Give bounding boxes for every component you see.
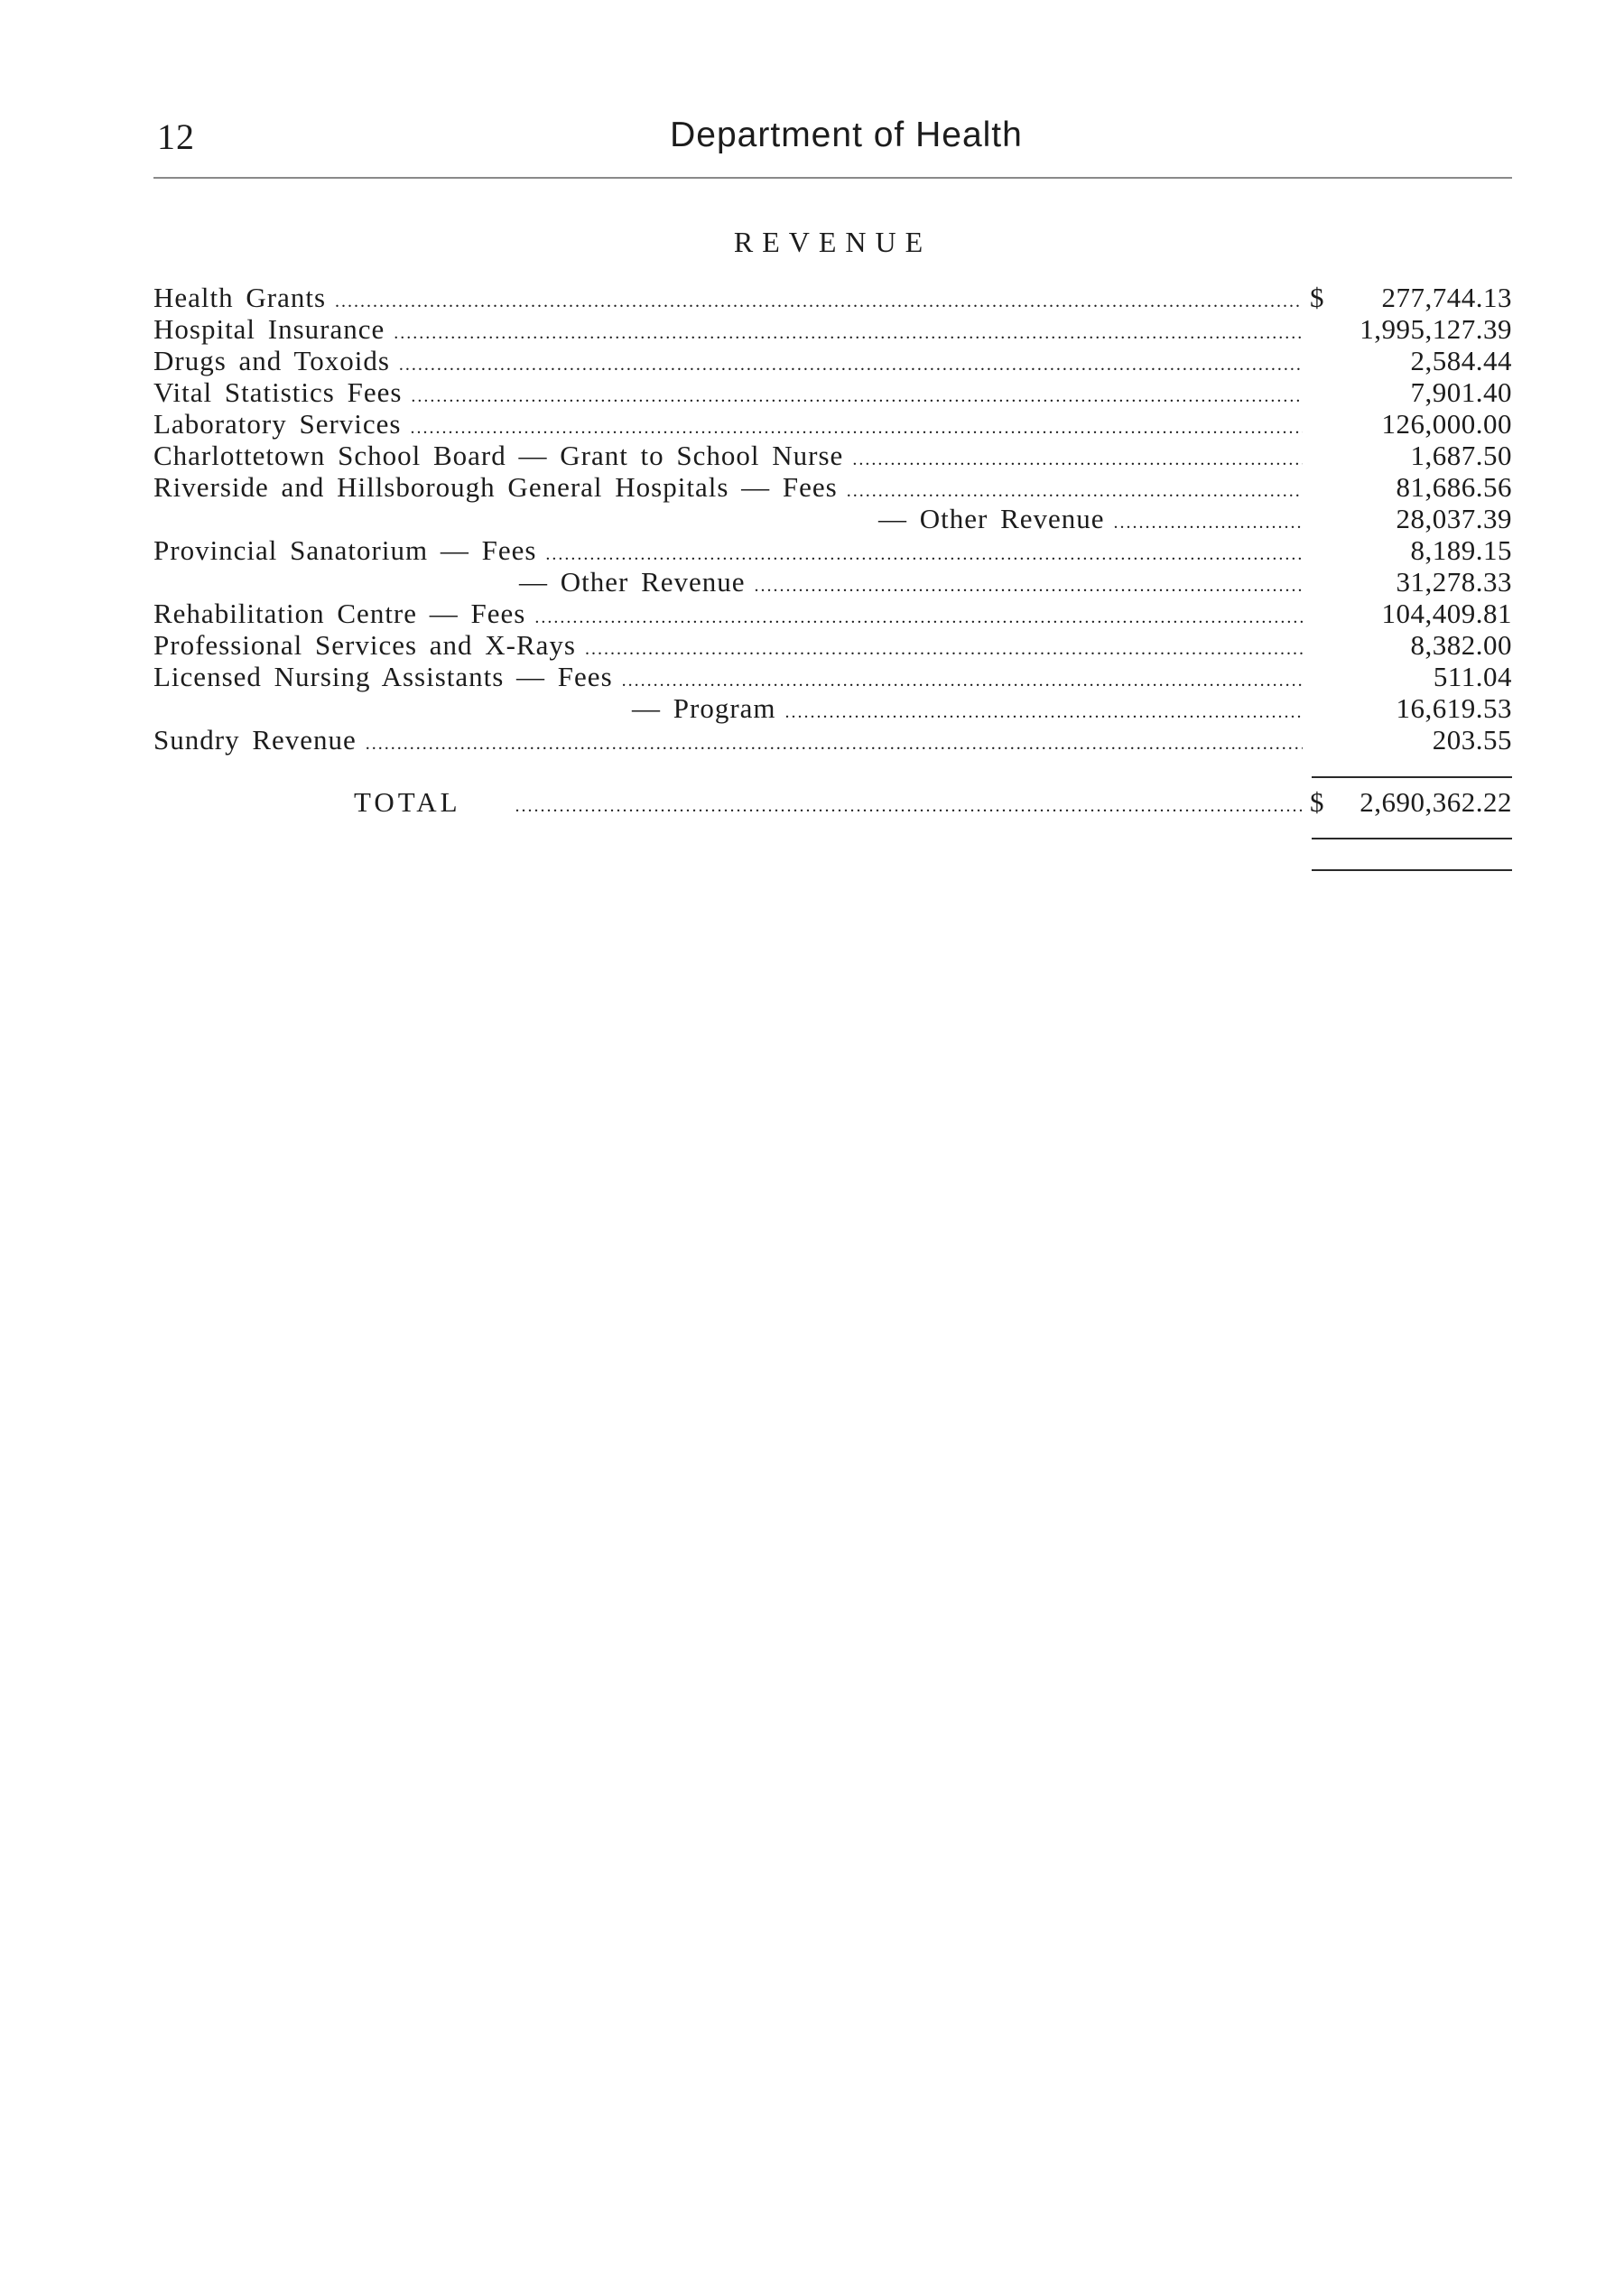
row-amount-cell (1310, 313, 1512, 345)
row-label: Drugs and Toxoids (153, 345, 390, 376)
row-amount: 511.04 (1433, 661, 1512, 692)
row-label: Professional Services and X-Rays (153, 629, 576, 661)
currency-symbol: $ (1310, 786, 1324, 818)
row-label: — Other Revenue (878, 503, 1105, 534)
row-label-cell (153, 598, 1306, 634)
total-label-cell (354, 785, 1306, 823)
row-label: Licensed Nursing Assistants — Fees (153, 661, 613, 692)
row-amount: 203.55 (1432, 724, 1512, 756)
row-label-cell (153, 566, 1306, 602)
row-label: Sundry Revenue (153, 724, 357, 756)
row-label: Health Grants (153, 282, 327, 313)
table-row (153, 661, 1512, 692)
row-amount: 126,000.00 (1381, 408, 1512, 440)
total-double-rule-bottom (1312, 869, 1512, 871)
total-label: TOTAL (354, 786, 461, 818)
row-amount-cell (1310, 408, 1512, 440)
row-label-cell (153, 282, 1306, 318)
currency-symbol: $ (1310, 282, 1324, 313)
row-amount-cell (1310, 566, 1512, 598)
row-amount-cell (1310, 376, 1512, 408)
row-amount-cell (1310, 503, 1512, 534)
row-label-cell (153, 471, 1306, 507)
row-label: Laboratory Services (153, 408, 402, 440)
row-label-cell (153, 629, 1306, 665)
page-header (153, 116, 1512, 166)
subtotal-rule (1312, 776, 1512, 778)
row-amount: 277,744.13 (1381, 282, 1512, 313)
row-label: Hospital Insurance (153, 313, 385, 345)
row-label-cell (153, 661, 1306, 697)
row-label: — Program (632, 692, 776, 724)
table-row (153, 282, 1512, 313)
row-amount: 16,619.53 (1396, 692, 1512, 724)
table-row (153, 629, 1512, 661)
row-label: Provincial Sanatorium — Fees (153, 534, 537, 566)
row-label-cell (153, 440, 1306, 476)
total-amount-cell (1310, 785, 1512, 820)
row-amount-cell (1310, 598, 1512, 629)
table-row (153, 313, 1512, 345)
row-label-cell (153, 534, 1306, 570)
row-amount: 8,189.15 (1410, 534, 1512, 566)
row-amount-cell (1310, 724, 1512, 756)
row-amount: 28,037.39 (1396, 503, 1512, 534)
row-amount-cell (1310, 282, 1512, 313)
leader-dots (515, 789, 1303, 823)
row-amount: 104,409.81 (1381, 598, 1512, 629)
table-row (153, 503, 1512, 534)
row-amount-cell (1310, 661, 1512, 692)
total-double-rule-top (1312, 838, 1512, 839)
row-amount-cell (1310, 440, 1512, 471)
row-label-cell (153, 692, 1306, 728)
table-row (153, 376, 1512, 408)
row-label-cell (153, 345, 1306, 381)
row-amount: 81,686.56 (1396, 471, 1512, 503)
row-amount: 8,382.00 (1410, 629, 1512, 661)
row-label: Vital Statistics Fees (153, 376, 403, 408)
row-amount-cell (1310, 534, 1512, 566)
running-title: Department of Health (670, 116, 1023, 154)
row-label: — Other Revenue (519, 566, 746, 598)
row-amount-cell (1310, 692, 1512, 724)
row-amount: 31,278.33 (1396, 566, 1512, 598)
row-amount-cell (1310, 471, 1512, 503)
row-label: Riverside and Hillsborough General Hospitals — Fees (153, 471, 838, 503)
row-label: Rehabilitation Centre — Fees (153, 598, 526, 629)
table-row (153, 692, 1512, 724)
row-amount: 7,901.40 (1410, 376, 1512, 408)
row-label-cell (153, 408, 1306, 444)
table-row (153, 408, 1512, 440)
row-label: Charlottetown School Board — Grant to School Nurse (153, 440, 844, 471)
table-row (153, 471, 1512, 503)
leader-dots (366, 728, 1303, 760)
total-amount: 2,690,362.22 (1360, 786, 1512, 818)
table-row (153, 345, 1512, 376)
table-row (153, 534, 1512, 566)
row-amount: 1,995,127.39 (1360, 313, 1512, 345)
row-label-cell (153, 503, 1306, 539)
section-title: REVENUE (733, 226, 933, 258)
row-label-cell (153, 376, 1306, 413)
table-row (153, 724, 1512, 756)
page-number: 12 (157, 116, 195, 157)
header-rule (153, 177, 1512, 179)
total-row (153, 785, 1512, 820)
table-row (153, 440, 1512, 471)
row-amount: 2,584.44 (1410, 345, 1512, 376)
table-row (153, 598, 1512, 629)
table-row (153, 566, 1512, 598)
row-amount-cell (1310, 629, 1512, 661)
row-amount-cell (1310, 345, 1512, 376)
row-label-cell (153, 724, 1306, 760)
row-amount: 1,687.50 (1410, 440, 1512, 471)
row-label-cell (153, 313, 1306, 349)
revenue-table (153, 282, 1512, 756)
